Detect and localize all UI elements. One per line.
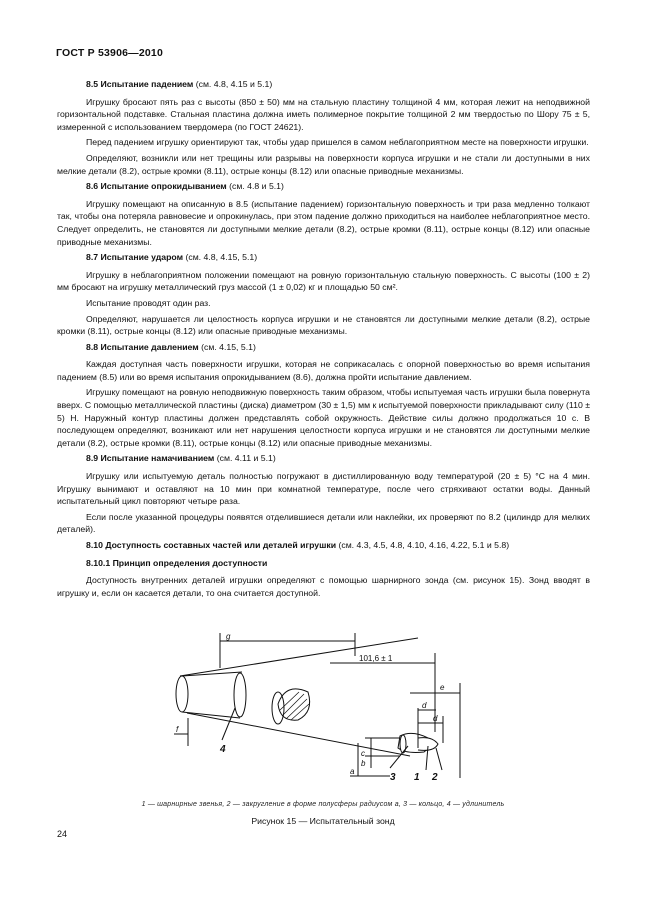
fig-label-e: e: [440, 683, 445, 692]
section-heading-title: 8.7 Испытание ударом: [86, 252, 184, 263]
fig-label-f: f: [176, 725, 179, 734]
fig-label-g: g: [226, 632, 231, 641]
fig-number-3: 3: [390, 772, 396, 783]
paragraph: Если после указанной процедуры появятся отделившиеся детали или наклейки, их проверяют по 8.2 (цилиндр для мелких деталей).: [57, 511, 590, 535]
section-heading-title: 8.10.1 Принцип определения доступности: [86, 557, 268, 568]
section-heading-ref: (см. 4.8 и 5.1): [226, 181, 284, 192]
fig-number-1: 1: [414, 772, 420, 783]
section-heading: [57, 180, 590, 193]
probe-figure: [160, 628, 490, 798]
section-heading: [57, 539, 590, 552]
fig-label-dim: 101,6 ± 1: [359, 654, 393, 663]
paragraph: Каждая доступная часть поверхности игрушки, которая не соприкасалась с опорной поверхностью во время испытания падением (8.5) или во время испытания опрокидыванием (8.6), должна пройти испытание давлением.: [57, 359, 590, 382]
fig-label-b: b: [361, 759, 366, 768]
fig-number-2: 2: [432, 772, 438, 783]
section-heading-title: 8.8 Испытание давлением: [86, 341, 199, 352]
page-number: 24: [57, 829, 68, 839]
paragraph: Определяют, возникли или нет трещины или разрывы на поверхности корпуса игрушки и не стали ли доступными в них мелкие детали (8.2), острые кромки (8.11), острые концы (8.12) или опасные приводные механизмы.: [57, 152, 590, 176]
paragraph: Игрушку или испытуемую деталь полностью погружают в дистиллированную воду температурой (20 ± 5) °С на 4 мин. Игрушку вынимают и оставляют на 10 мин при комнатной температуре, после чего стряхивают остатки воды. Данный испытательный цикл повторяют четыре раза.: [57, 471, 590, 507]
section-heading: [57, 341, 590, 354]
paragraph: Игрушку в неблагоприятном положении помещают на ровную горизонтальную стальную поверхность. С высоты (100 ± 2) мм бросают на игрушку металлический груз массой (1 ± 0,02) кг и площадью 50 см².: [57, 269, 590, 293]
section-heading-title: 8.6 Испытание опрокидыванием: [86, 181, 227, 192]
fig-number-4: 4: [220, 744, 226, 755]
fig-label-c: c: [361, 749, 365, 758]
section-heading-ref: (см. 4.8, 4.15 и 5.1): [193, 79, 273, 89]
fig-label-d1: d: [422, 701, 427, 710]
section-heading: [57, 251, 590, 264]
paragraph: Доступность внутренних деталей игрушки определяют с помощью шарнирного зонда (см. рисунок 15). Зонд вводят в игрушку и, если он касается детали, то она считается доступной.: [57, 575, 590, 598]
paragraph: Игрушку помещают на описанную в 8.5 (испытание падением) горизонтальную поверхность и три раза медленно толкают так, чтобы она потеряла равновесие и опрокинулась, при этом падение должно приходиться на наиболее неблагоприятное место. Следует определить, не становятся ли доступными мелкие детали (8.2), острые кромки (8.11), острые концы (8.12) или опасные приводные механизмы.: [57, 198, 590, 247]
section-heading-ref: (см. 4.3, 4.5, 4.8, 4.10, 4.16, 4.22, 5.1 и 5.8): [336, 540, 510, 550]
paragraph: Перед падением игрушку ориентируют так, чтобы удар пришелся в самом неблагоприятном месте на поверхности игрушки.: [86, 137, 589, 148]
paragraph: Испытание проводят один раз.: [86, 297, 211, 308]
section-heading: [57, 452, 590, 465]
section-heading-ref: (см. 4.15, 5.1): [198, 341, 256, 352]
figure-legend: 1 — шарнирные звенья, 2 — закругление в форме полусферы радиусом a, 3 — кольцо, 4 — удлинитель: [141, 801, 505, 808]
document-body: [57, 78, 590, 602]
section-heading-ref: (см. 4.11 и 5.1): [214, 453, 276, 464]
figure-caption: Рисунок 15 — Испытательный зонд: [251, 816, 395, 826]
section-heading: [57, 78, 590, 91]
document-header: ГОСТ Р 53906—2010: [56, 47, 164, 59]
paragraph: Игрушку помещают на ровную неподвижную поверхность таким образом, чтобы испытуемая часть игрушки была повернута вверх. С помощью металлической пластины (диска) диаметром (30 ± 1,5) мм к испытуемой поверхности прикладывают силу (110 ± 5) Н. Наружный контур пластины должен представлять собой окружность. Действие силы должно продолжаться 10 с. В последующем определяют, возникают или нет нарушения целостности корпуса игрушки и не становятся ли доступными мелкие детали (8.2), острые кромки (8.11), острые концы (8.12) или опасные приводные механизмы.: [57, 387, 590, 448]
section-heading-title: 8.10 Доступность составных частей или деталей игрушки: [86, 540, 337, 550]
fig-label-d2: d: [433, 714, 438, 723]
paragraph: Определяют, нарушается ли целостность корпуса игрушки и не становятся ли доступными мелкие детали (8.2), острые кромки (8.11), острые концы (8.12) или опасные приводные механизмы.: [57, 313, 590, 337]
section-heading-title: 8.9 Испытание намачиванием: [86, 453, 215, 464]
section-heading-title: 8.5 Испытание падением: [86, 79, 194, 89]
paragraph: Игрушку бросают пять раз с высоты (850 ± 50) мм на стальную пластину толщиной 4 мм, которая лежит на неподвижной горизонтальной подставке. Стальная пластина должна иметь полимерное покрытие толщиной 2 мм твердостью по Шору 75 ± 5, измеренной с использованием твердомера (по ГОСТ 24621).: [57, 96, 590, 132]
section-heading: [57, 557, 590, 570]
section-heading-ref: (см. 4.8, 4.15, 5.1): [183, 252, 258, 263]
fig-label-a: a: [350, 767, 355, 776]
